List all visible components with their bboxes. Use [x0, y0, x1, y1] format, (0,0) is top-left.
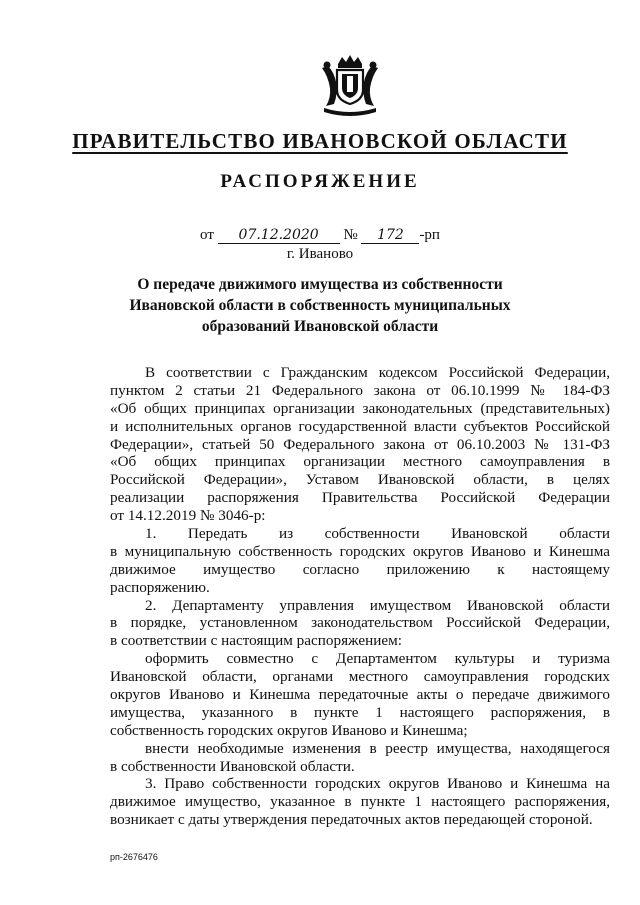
body-line: в собственности Ивановской области.	[110, 757, 355, 775]
number-prefix: №	[343, 227, 358, 243]
body-line: распоряжению.	[110, 578, 210, 596]
document-number: 172	[361, 227, 419, 244]
body-line: оформить совместно с Департаментом культуры и туризма	[145, 650, 610, 668]
body-line: В соответствии с Гражданским кодексом Российской Федерации,	[145, 364, 610, 381]
body-line: в порядке, установленном законодательством Российской Федерации,	[110, 614, 610, 632]
subject-line: О передаче движимого имущества из собственности	[137, 276, 503, 293]
document-date: 07.12.2020	[218, 227, 340, 244]
body-line: движимое имущество, указанное в пункте 1 настоящего распоряжения,	[110, 793, 610, 811]
subject-line: образований Ивановской области	[201, 318, 439, 335]
coat-of-arms-icon	[318, 54, 382, 116]
body-line: Ивановской области, органами местного самоуправления городских	[110, 668, 610, 686]
document-body	[110, 364, 610, 829]
body-line: пунктом 2 статьи 21 Федерального закона от 06.10.1999 № 184-ФЗ	[110, 381, 610, 399]
body-line: 1. Передать из собственности Ивановской области	[145, 525, 610, 543]
body-line: возникает с даты утверждения передаточных актов передающей стороной.	[110, 811, 593, 829]
number-suffix: -рп	[419, 227, 440, 243]
body-line: внести необходимые изменения в реестр имущества, находящегося	[145, 739, 610, 757]
body-line: «Об общих принципах организации местного самоуправления в	[110, 453, 610, 471]
body-line: и исполнительных органов государственной власти субъектов Российской	[110, 417, 610, 435]
body-line: реализации распоряжения Правительства Российской Федерации	[110, 489, 610, 507]
body-line: имущества, указанного в пункте 1 настоящего распоряжения, в	[110, 703, 610, 721]
body-line: собственность городских округов Иваново и Кинешма;	[110, 721, 468, 739]
body-line: от 14.12.2019 № 3046-р:	[110, 507, 266, 525]
body-line: движимое имущество согласно приложению к настоящему	[110, 560, 610, 578]
body-line: в муниципальную собственность городских округов Иваново и Кинешма	[110, 542, 610, 560]
subject-line: Ивановской области в собственность муниципальных	[129, 297, 511, 314]
document-type-heading: РАСПОРЯЖЕНИЕ	[220, 171, 420, 192]
body-line: «Об общих принципах организации законодательных (представительных)	[110, 399, 610, 417]
body-line: округов Иваново и Кинешма передаточные акты о передаче движимого	[110, 686, 610, 704]
government-title: ПРАВИТЕЛЬСТВО ИВАНОВСКОЙ ОБЛАСТИ	[72, 129, 568, 153]
document-code: рп-2676476	[110, 852, 158, 862]
date-number-line	[0, 227, 640, 244]
body-line: 2. Департаменту управления имуществом Ивановской области	[145, 596, 610, 614]
body-line: в соответствии с настоящим распоряжением:	[110, 632, 402, 650]
body-line: Федерации», статьей 50 Федерального закона от 06.10.2003 № 131-ФЗ	[110, 435, 610, 453]
document-subject	[0, 274, 640, 337]
body-line: 3. Право собственности городских округов Иваново и Кинешма на	[145, 775, 610, 793]
date-prefix: от	[200, 227, 214, 243]
city-line: г. Иваново	[286, 246, 354, 262]
body-line: Российской Федерации», Уставом Ивановской области, в целях	[110, 471, 610, 489]
